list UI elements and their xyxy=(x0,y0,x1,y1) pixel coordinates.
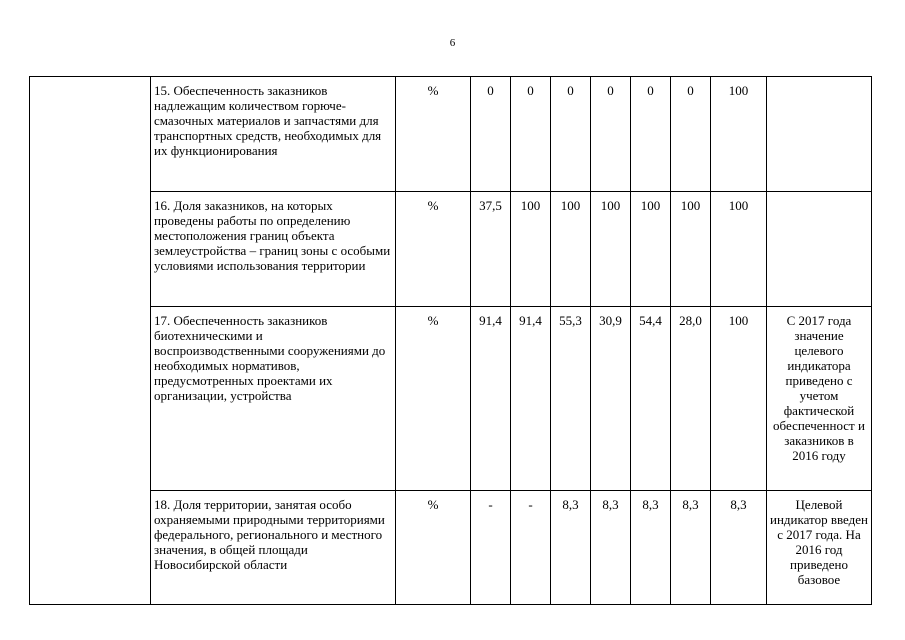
value-cell: 100 xyxy=(631,192,671,307)
value-cell: 54,4 xyxy=(631,307,671,491)
unit-cell: % xyxy=(396,77,471,192)
table-row xyxy=(30,192,872,307)
value-cell: 100 xyxy=(711,307,767,491)
value-cell: 8,3 xyxy=(591,491,631,605)
note-cell xyxy=(767,192,872,307)
indicator-name: 15. Обеспеченность заказников надлежащим количеством горюче-смазочных материалов и запчастями для транспортных средств, необходимых для их функционирования xyxy=(151,77,396,192)
table-row xyxy=(30,307,872,491)
unit-cell: % xyxy=(396,307,471,491)
value-cell: 100 xyxy=(591,192,631,307)
value-cell: 0 xyxy=(511,77,551,192)
table-row xyxy=(30,491,872,605)
value-cell: 100 xyxy=(671,192,711,307)
note-cell: Целевой индикатор введен с 2017 года. На 2016 год приведено базовое xyxy=(767,491,872,605)
unit-cell: % xyxy=(396,192,471,307)
value-cell: 37,5 xyxy=(471,192,511,307)
value-cell: 91,4 xyxy=(511,307,551,491)
value-cell: 100 xyxy=(551,192,591,307)
value-cell: 30,9 xyxy=(591,307,631,491)
value-cell: 8,3 xyxy=(551,491,591,605)
value-cell: 8,3 xyxy=(631,491,671,605)
table-row xyxy=(30,77,872,192)
indicator-name: 17. Обеспеченность заказников биотехническими и воспроизводственными сооружениями до необходимых нормативов, предусмотренных проектами их организации, устройства xyxy=(151,307,396,491)
indicators-table xyxy=(29,76,872,605)
value-cell: 0 xyxy=(631,77,671,192)
value-cell: 28,0 xyxy=(671,307,711,491)
value-cell: 0 xyxy=(551,77,591,192)
value-cell: 0 xyxy=(671,77,711,192)
value-cell: 0 xyxy=(591,77,631,192)
value-cell: 100 xyxy=(511,192,551,307)
page-number: 6 xyxy=(449,37,456,49)
value-cell: 8,3 xyxy=(671,491,711,605)
unit-cell: % xyxy=(396,491,471,605)
note-cell: С 2017 года значение целевого индикатора приведено с учетом фактической обеспеченност и заказников в 2016 году xyxy=(767,307,872,491)
value-cell: 0 xyxy=(471,77,511,192)
value-cell: 100 xyxy=(711,77,767,192)
indicator-name: 16. Доля заказников, на которых проведены работы по определению местоположения границ объекта землеустройства – границ зоны с особыми условиями использования территории xyxy=(151,192,396,307)
value-cell: - xyxy=(511,491,551,605)
value-cell: 8,3 xyxy=(711,491,767,605)
value-cell: 55,3 xyxy=(551,307,591,491)
value-cell: 91,4 xyxy=(471,307,511,491)
value-cell: 100 xyxy=(711,192,767,307)
empty-cell xyxy=(30,77,151,605)
note-cell xyxy=(767,77,872,192)
value-cell: - xyxy=(471,491,511,605)
indicator-name: 18. Доля территории, занятая особо охраняемыми природными территориями федерального, регионального и местного значения, в общей площади Новосибирской области xyxy=(151,491,396,605)
